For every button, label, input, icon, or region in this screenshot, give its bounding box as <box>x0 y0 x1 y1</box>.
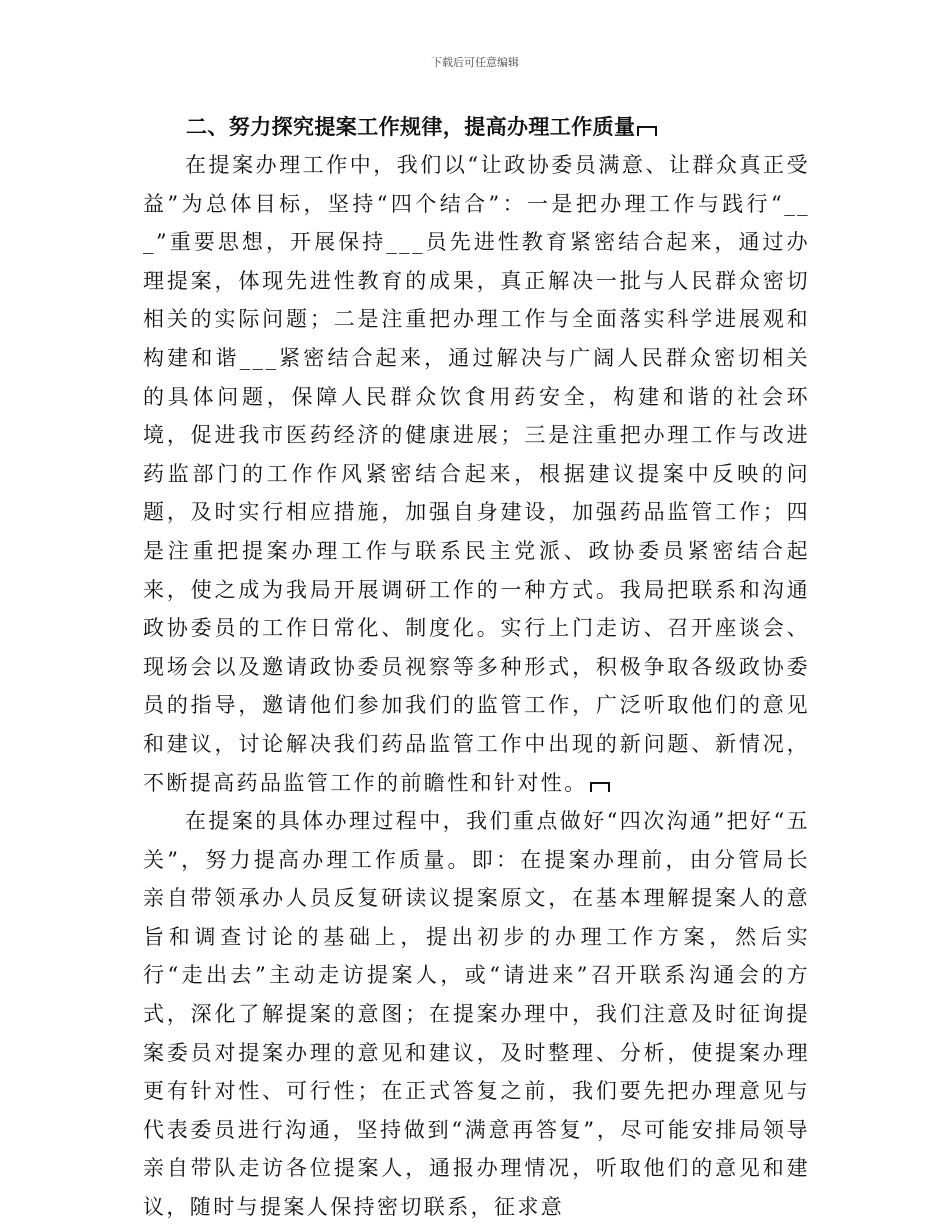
section-heading <box>143 108 810 146</box>
document-body <box>143 108 810 1227</box>
paragraph-mark-icon <box>590 782 610 792</box>
paragraph-1 <box>143 146 810 802</box>
page-header: 下载后可任意编辑 <box>431 56 519 69</box>
paragraph-2 <box>143 802 810 1227</box>
paragraph-1-text: 在提案办理工作中，我们以“让政协委员满意、让群众真正受益”为总体目标，坚持“四个结合”：一是把办理工作与践行“___”重要思想，开展保持___员先进性教育紧密结合起来，通过办理提案，体现先进性教育的成果，真正解决一批与人民群众密切相关的实际问题；二是注重把办理工作与全面落实科学进展观和构建和谐___紧密结合起来，通过解决与广阔人民群众密切相关的具体问题，保障人民群众饮食用药安全，构建和谐的社会环境，促进我市医药经济的健康进展；三是注重把办理工作与改进药监部门的工作作风紧密结合起来，根据建议提案中反映的问题，及时实行相应措施，加强自身建设，加强药品监管工作；四是注重把提案办理工作与联系民主党派、政协委员紧密结合起来，使之成为我局开展调研工作的一种方式。我局把联系和沟通政协委员的工作日常化、制度化。实行上门走访、召开座谈会、现场会以及邀请政协委员视察等多种形式，积极争取各级政协委员的指导，邀请他们参加我们的监管工作，广泛听取他们的意见和建议，讨论解决我们药品监管工作中出现的新问题、新情况，不断提高药品监管工作的前瞻性和针对性。 <box>143 153 810 795</box>
paragraph-mark-icon <box>637 126 657 136</box>
section-heading-text: 二、努力探究提案工作规律，提高办理工作质量 <box>186 114 636 139</box>
paragraph-2-text: 在提案的具体办理过程中，我们重点做好“四次沟通”把好“五关”，努力提高办理工作质量。即：在提案办理前，由分管局长亲自带领承办人员反复研读议提案原文，在基本理解提案人的意旨和调查讨论的基础上，提出初步的办理工作方案，然后实行“走出去”主动走访提案人，或“请进来”召开联系沟通会的方式，深化了解提案的意图；在提案办理中，我们注意及时征询提案委员对提案办理的意见和建议，及时整理、分析，使提案办理更有针对性、可行性；在正式答复之前，我们要先把办理意见与代表委员进行沟通，坚持做到“满意再答复”，尽可能安排局领导亲自带队走访各位提案人，通报办理情况，听取他们的意见和建议，随时与提案人保持密切联系，征求意 <box>143 809 810 1220</box>
